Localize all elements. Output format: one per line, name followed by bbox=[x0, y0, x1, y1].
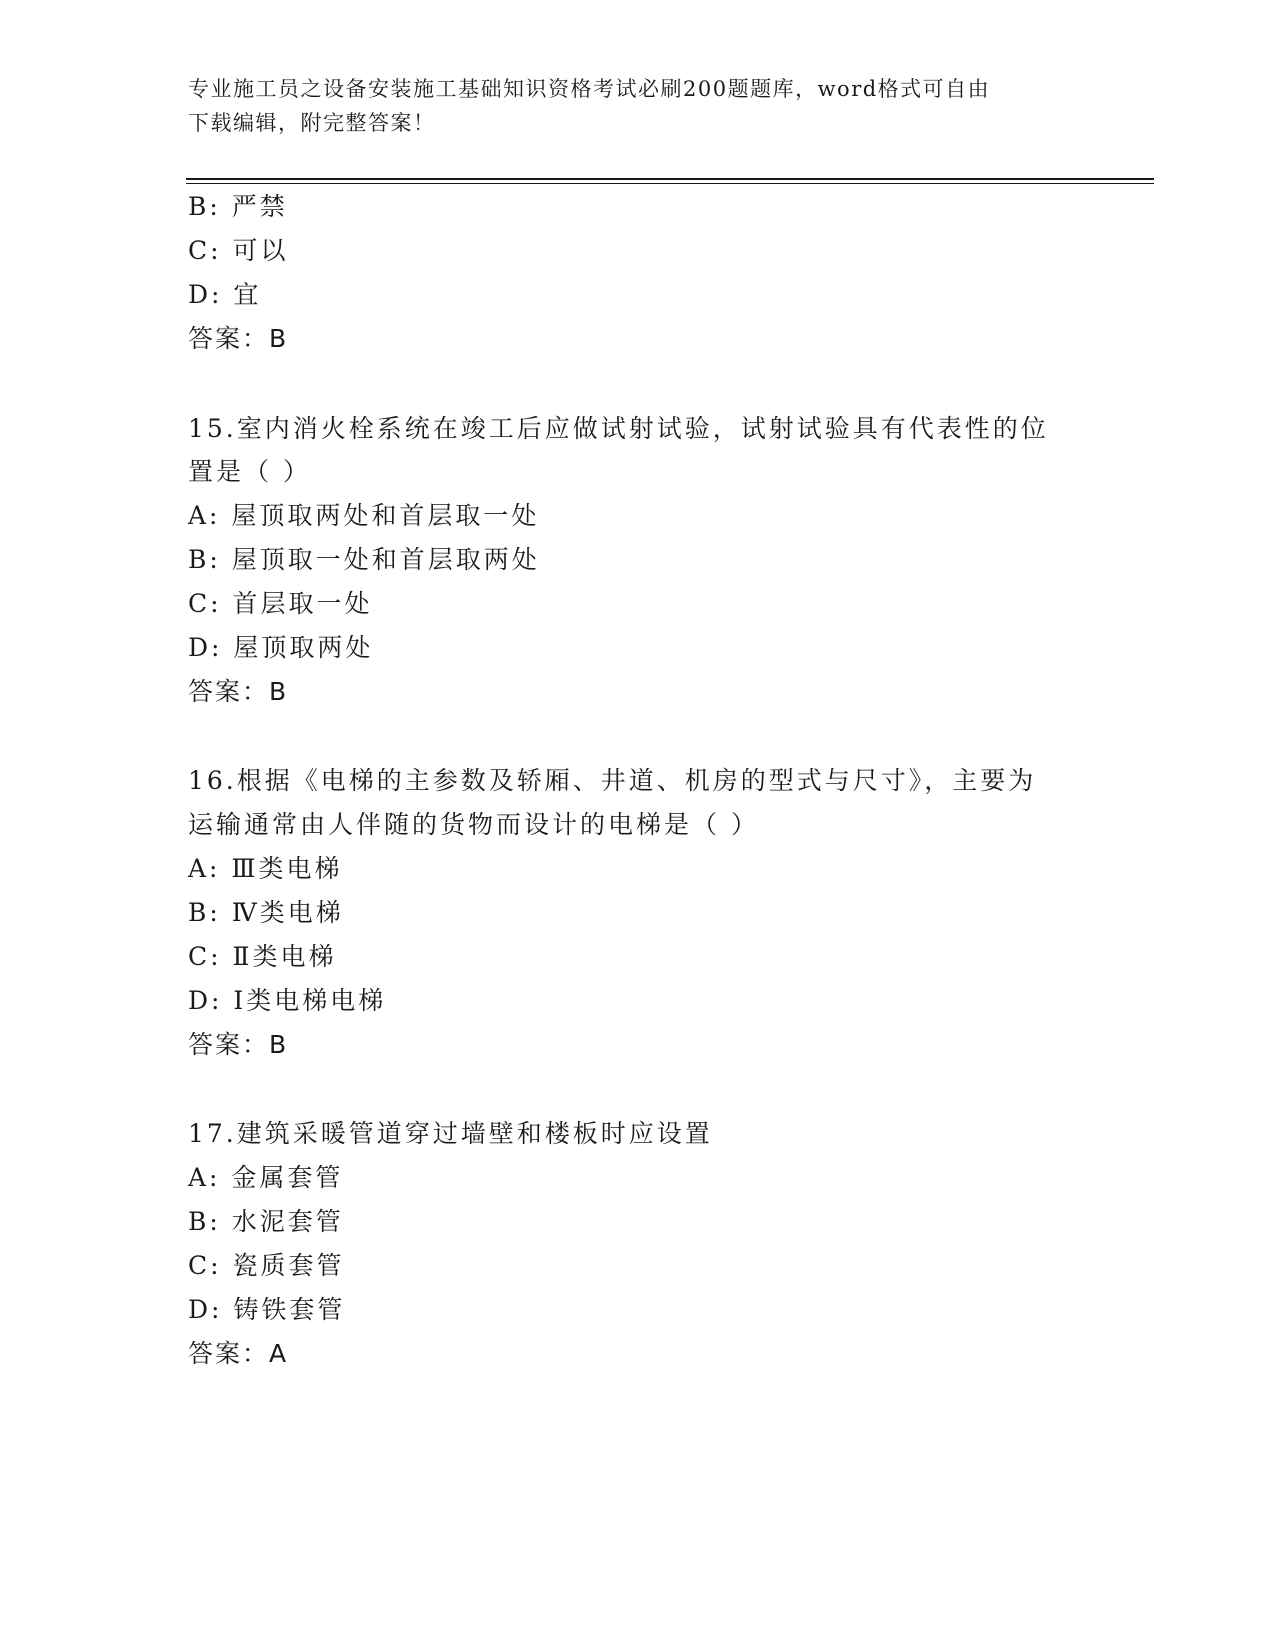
page-header bbox=[188, 72, 1088, 140]
header-line-1: 专业施工员之设备安装施工基础知识资格考试必刷200题题库，word格式可自由 bbox=[188, 77, 991, 101]
q16-answer: 答案：B bbox=[188, 1030, 289, 1059]
q15-answer: 答案：B bbox=[188, 677, 289, 706]
q16-option-c: C: Ⅱ类电梯 bbox=[188, 942, 337, 971]
q16-option-a: A: Ⅲ类电梯 bbox=[188, 854, 343, 883]
q16-option-d: D: Ⅰ类电梯电梯 bbox=[188, 986, 387, 1015]
header-rule-thin bbox=[186, 183, 1154, 184]
q15-option-b: B: 屋顶取一处和首层取两处 bbox=[188, 545, 540, 574]
q15-option-d: D: 屋顶取两处 bbox=[188, 633, 374, 662]
q14-option-c: C: 可以 bbox=[188, 236, 289, 265]
q17-stem-line-1: 17.建筑采暖管道穿过墙壁和楼板时应设置 bbox=[188, 1119, 713, 1148]
q14-option-b: B: 严禁 bbox=[188, 192, 288, 221]
q17-option-a: A: 金属套管 bbox=[188, 1163, 344, 1192]
q14-option-d: D: 宜 bbox=[188, 280, 262, 309]
q15-option-c: C: 首层取一处 bbox=[188, 589, 373, 618]
q14-answer: 答案：B bbox=[188, 324, 289, 353]
q15-stem-line-2: 置是（ ） bbox=[188, 457, 311, 486]
q16-stem-line-2: 运输通常由人伴随的货物而设计的电梯是（ ） bbox=[188, 810, 759, 839]
q15-stem-line-1: 15.室内消火栓系统在竣工后应做试射试验，试射试验具有代表性的位 bbox=[188, 414, 1049, 443]
header-rule-thick bbox=[186, 178, 1154, 180]
q17-option-c: C: 瓷质套管 bbox=[188, 1251, 345, 1280]
q16-stem-line-1: 16.根据《电梯的主参数及轿厢、井道、机房的型式与尺寸》，主要为 bbox=[188, 766, 1037, 795]
q17-answer: 答案：A bbox=[188, 1339, 289, 1368]
q15-option-a: A: 屋顶取两处和首层取一处 bbox=[188, 501, 540, 530]
header-line-2: 下载编辑，附完整答案！ bbox=[188, 111, 436, 135]
q16-option-b: B: Ⅳ类电梯 bbox=[188, 898, 344, 927]
q17-option-b: B: 水泥套管 bbox=[188, 1207, 344, 1236]
q17-option-d: D: 铸铁套管 bbox=[188, 1295, 346, 1324]
